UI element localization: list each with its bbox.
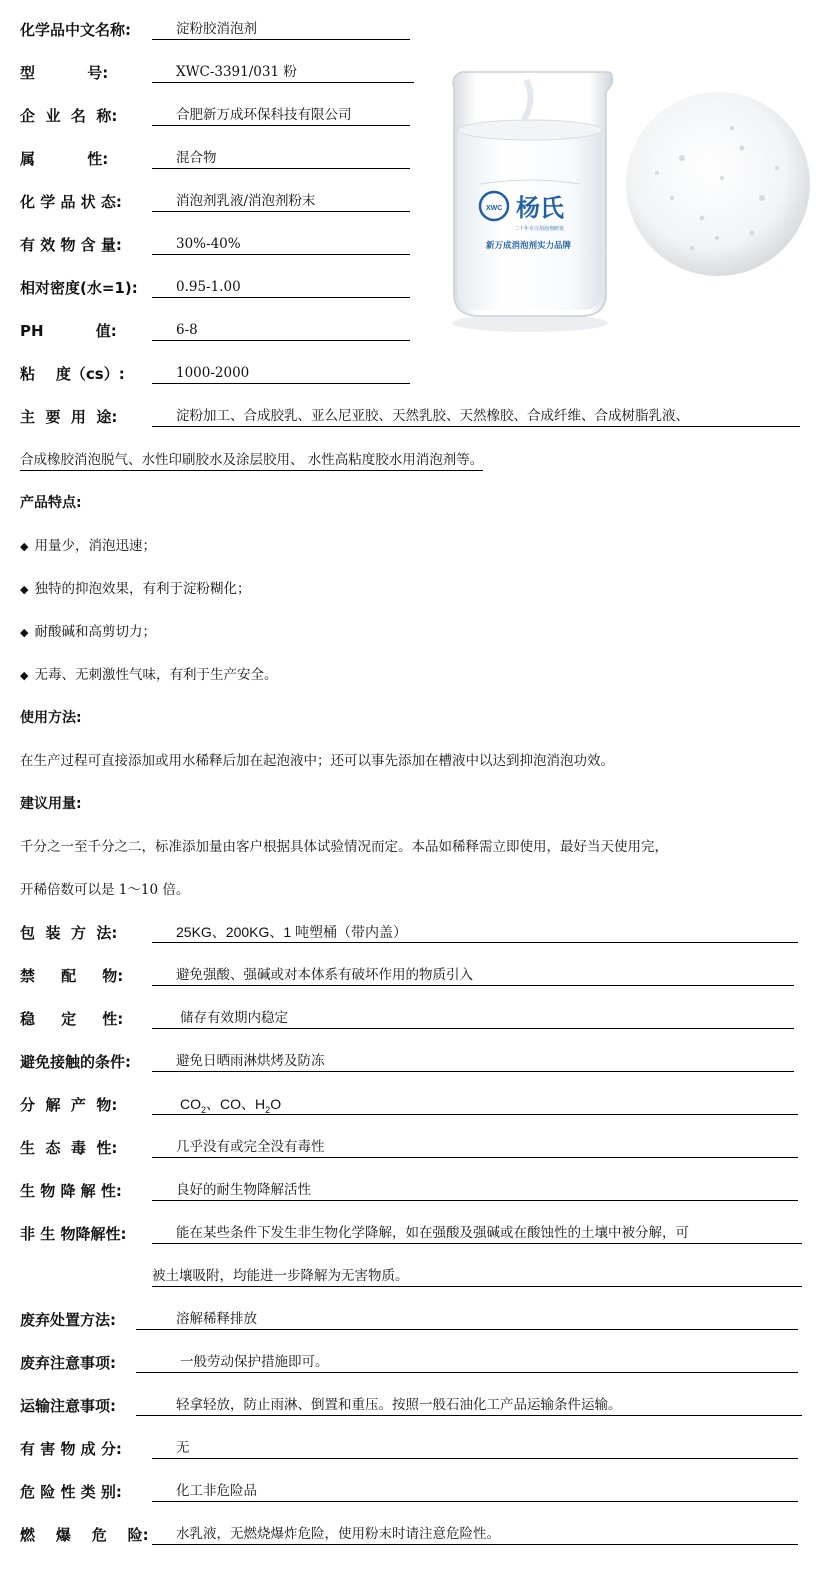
field-value (152, 63, 414, 83)
field-value-text: 6-8 (176, 322, 198, 338)
field-label: 相对密度(水=1): (20, 279, 138, 297)
field-value-text: 避免强酸、强碱或对本体系有破坏作用的物质引入 (176, 967, 473, 983)
field-value (152, 149, 410, 169)
field-value (152, 278, 410, 298)
field-label: 避免接触的条件: (20, 1053, 131, 1071)
field-value-text: 水乳液，无燃烧爆炸危险，使用粉末时请注意危险性。 (176, 1526, 500, 1542)
field-label: 危 险 性 类 别: (20, 1483, 122, 1501)
field-label: 燃 爆 危 险: (20, 1526, 149, 1544)
diamond-bullet-icon: ◆ (20, 540, 29, 553)
field-value (152, 235, 410, 255)
field-label: PH 值: (20, 322, 117, 340)
field-value (136, 1310, 798, 1330)
field-value (152, 1181, 798, 1201)
field-value (152, 1052, 794, 1072)
field-label: 化学品中文名称: (20, 21, 131, 39)
field-label: 属 性: (20, 150, 109, 168)
field-value (152, 1009, 794, 1029)
field-value (152, 364, 410, 384)
brand-name-text: 杨氏 (516, 194, 564, 222)
field-label: 化 学 品 状 态: (20, 193, 122, 211)
field-value (152, 1138, 798, 1158)
field-label: 包 装 方 法: (20, 924, 118, 942)
field-value-text: 0.95-1.00 (176, 279, 241, 295)
field-value (152, 106, 410, 126)
feature-text: 无毒、无刺激性气味，有利于生产安全。 (34, 667, 278, 683)
field-value-text: 溶解稀释排放 (176, 1311, 257, 1327)
brand-slogan-text: 新万成消泡剂实力品牌 (486, 241, 572, 251)
field-label: 有 害 物 成 分: (20, 1440, 122, 1458)
usage-line-1: 淀粉加工、合成胶乳、亚么尼亚胶、天然乳胶、天然橡胶、合成纤维、合成树脂乳液、 (176, 408, 689, 424)
abiotic-line-1: 能在某些条件下发生非生物化学降解，如在强酸及强碱或在酸蚀性的土壤中被分解，可 (176, 1225, 689, 1241)
abiotic-line-2: 被土壤吸附，均能进一步降解为无害物质。 (152, 1268, 409, 1284)
feature-item (20, 622, 156, 643)
field-value-text: 30%-40% (176, 236, 241, 252)
field-label: 分 解 产 物: (20, 1096, 118, 1114)
diamond-bullet-icon: ◆ (20, 583, 29, 596)
field-label: 生 态 毒 性: (20, 1139, 118, 1157)
field-label: 粘 度（cs）: (20, 365, 125, 383)
field-value (152, 192, 410, 212)
field-label: 废弃注意事项: (20, 1354, 116, 1372)
field-value (152, 20, 410, 40)
field-value-text: $CO_2$、CO、$H_2O$ (180, 1096, 282, 1115)
field-value (152, 1525, 798, 1545)
field-label: 型 号: (20, 64, 109, 82)
feature-item (20, 579, 250, 600)
field-value-text: 避免日晒雨淋烘烤及防冻 (176, 1053, 325, 1069)
features-heading: 产品特点: (20, 495, 82, 511)
powder-product-image (622, 88, 814, 280)
dosage-line-2: 开稀倍数可以是 1～10 倍。 (20, 882, 190, 898)
field-value-text: 一般劳动保护措施即可。 (180, 1354, 329, 1370)
field-value (152, 1482, 798, 1502)
field-label: 企 业 名 称: (20, 107, 118, 125)
beaker-product-image (440, 58, 620, 338)
diamond-bullet-icon: ◆ (20, 626, 29, 639)
field-label: 禁 配 物: (20, 967, 124, 985)
field-value (152, 407, 800, 427)
field-value-text: 化工非危险品 (176, 1483, 257, 1499)
feature-item (20, 665, 277, 686)
field-value (152, 1439, 798, 1459)
field-value-text: 良好的耐生物降解活性 (176, 1182, 311, 1198)
field-value (152, 321, 410, 341)
field-value (152, 1095, 798, 1115)
field-label: 稳 定 性: (20, 1010, 124, 1028)
method-heading: 使用方法: (20, 710, 82, 726)
field-value-text: 消泡剂乳液/消泡剂粉末 (176, 193, 316, 209)
feature-item (20, 536, 156, 557)
diamond-bullet-icon: ◆ (20, 669, 29, 682)
field-value-text: 淀粉胶消泡剂 (176, 21, 257, 37)
abiotic-line-2-wrap (152, 1267, 802, 1287)
field-value-text: XWC-3391/031 粉 (176, 64, 297, 80)
dosage-heading: 建议用量: (20, 796, 82, 812)
brand-mark-text: XWC (486, 205, 503, 212)
field-value (152, 966, 794, 986)
feature-text: 耐酸碱和高剪切力； (34, 624, 156, 640)
field-value-text: 混合物 (176, 150, 217, 166)
field-value-text: 1000-2000 (176, 365, 250, 381)
field-value-text: 无 (176, 1440, 190, 1456)
usage-line-2: 合成橡胶消泡脱气、水性印刷胶水及涂层胶用、 水性高粘度胶水用消泡剂等。 (20, 450, 483, 471)
field-value (136, 1396, 802, 1416)
dosage-line-1: 千分之一至千分之二，标准添加量由客户根据具体试验情况而定。本品如稀释需立即使用，最好当天使用完， (20, 839, 668, 855)
field-value-text: 25KG、200KG、1 吨塑桶（带内盖） (176, 924, 408, 940)
field-label: 运输注意事项: (20, 1397, 116, 1415)
field-value-text: 轻拿轻放，防止雨淋、倒置和重压。按照一般石油化工产品运输条件运输。 (176, 1397, 622, 1413)
field-value (152, 1224, 802, 1244)
field-label: 生 物 降 解 性: (20, 1182, 122, 1200)
field-label: 主 要 用 途: (20, 408, 118, 426)
field-value (136, 1353, 798, 1373)
field-label: 废弃处置方法: (20, 1311, 116, 1329)
field-label: 有 效 物 含 量: (20, 236, 122, 254)
field-value-text: 几乎没有或完全没有毒性 (176, 1139, 325, 1155)
field-value-text: 合肥新万成环保科技有限公司 (176, 107, 352, 123)
feature-text: 用量少，消泡迅速； (34, 538, 156, 554)
method-text: 在生产过程可直接添加或用水稀释后加在起泡液中；还可以事先添加在槽液中以达到抑泡消泡功效。 (20, 753, 614, 769)
brand-tagline-text: 二十年专注消泡剂研发 (514, 226, 565, 232)
field-value-text: 储存有效期内稳定 (180, 1010, 288, 1026)
field-label: 非 生 物降解性: (20, 1225, 127, 1243)
feature-text: 独特的抑泡效果，有利于淀粉糊化； (34, 581, 251, 597)
field-value (152, 923, 798, 943)
